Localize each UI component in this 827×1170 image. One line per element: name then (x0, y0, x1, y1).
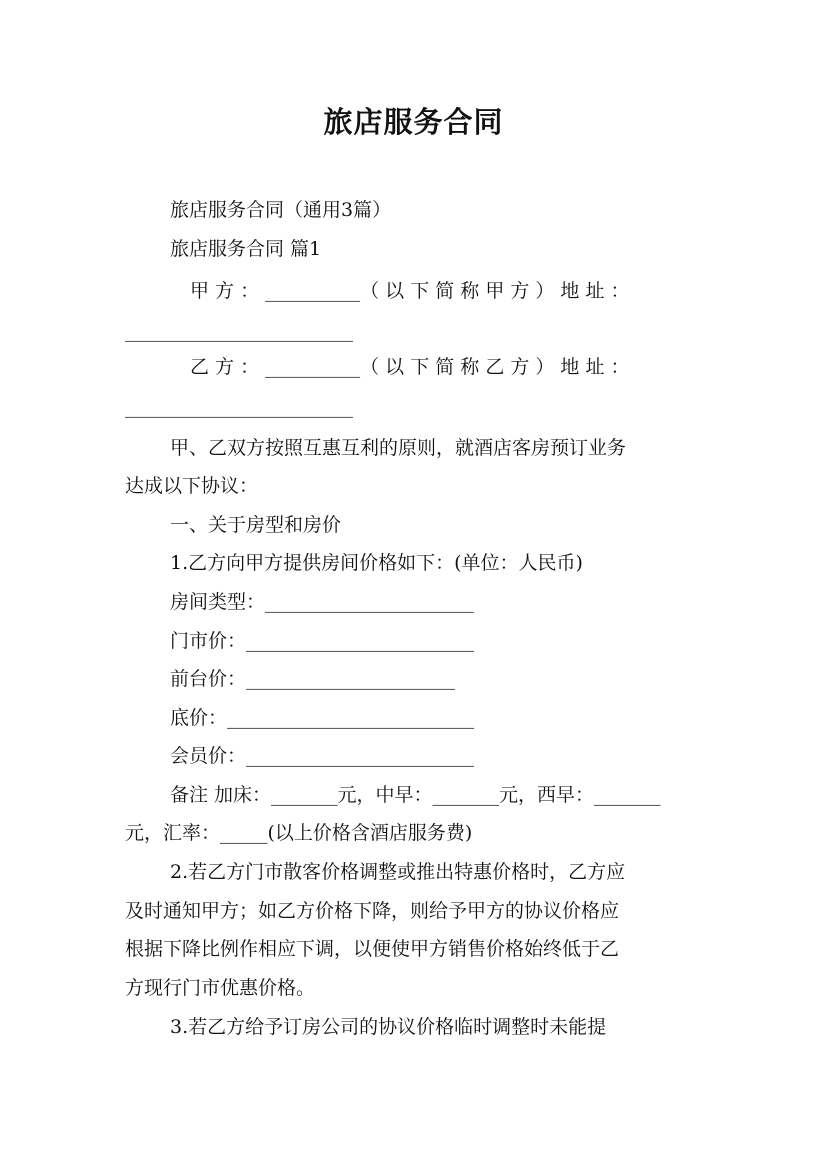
party-b-address-blank: ________________________ (125, 396, 353, 418)
agreement-intro-line-2: 达成以下协议： (125, 475, 259, 497)
remarks-line-1: 备注 加床：_______元，中早：_______元，西早：_______ (170, 784, 661, 806)
agreement-intro-line-1: 甲、乙双方按照互惠互利的原则，就酒店客房预订业务 (170, 437, 627, 459)
clause-3-line-1: 3.若乙方给予订房公司的协议价格临时调整时未能提 (170, 1016, 607, 1038)
clause-1: 1.乙方向甲方提供房间价格如下：(单位：人民币) (170, 552, 583, 574)
section-heading: 旅店服务合同 篇1 (170, 238, 322, 260)
clause-2-line-3: 根据下降比例作相应下调，以便使甲方销售价格始终低于乙 (125, 938, 620, 960)
party-a-line: 甲 方 ： __________（ 以 下 简 称 甲 方 ） 地 址 ： (190, 280, 630, 302)
document-title: 旅店服务合同 (323, 105, 504, 139)
remarks-line-2: 元，汇率：_____(以上价格含酒店服务费) (125, 822, 473, 844)
clause-2-line-4: 方现行门市优惠价格。 (125, 977, 316, 999)
party-b-line: 乙 方 ： __________（ 以 下 简 称 乙 方 ） 地 址 ： (190, 356, 630, 378)
clause-2-line-2: 及时通知甲方；如乙方价格下降，则给予甲方的协议价格应 (125, 900, 620, 922)
clause-2-line-1: 2.若乙方门市散客价格调整或推出特惠价格时，乙方应 (170, 861, 626, 883)
subtitle-line: 旅店服务合同（通用3篇） (170, 199, 392, 221)
party-a-address-blank: ________________________ (125, 320, 353, 342)
rack-rate-field: 门市价：________________________ (170, 630, 475, 652)
member-rate-field: 会员价：________________________ (170, 745, 475, 767)
base-rate-field: 底价：__________________________ (170, 707, 475, 729)
front-desk-rate-field: 前台价：______________________ (170, 668, 456, 690)
room-type-field: 房间类型：______________________ (170, 591, 475, 613)
clause-heading: 一、关于房型和房价 (170, 514, 342, 536)
